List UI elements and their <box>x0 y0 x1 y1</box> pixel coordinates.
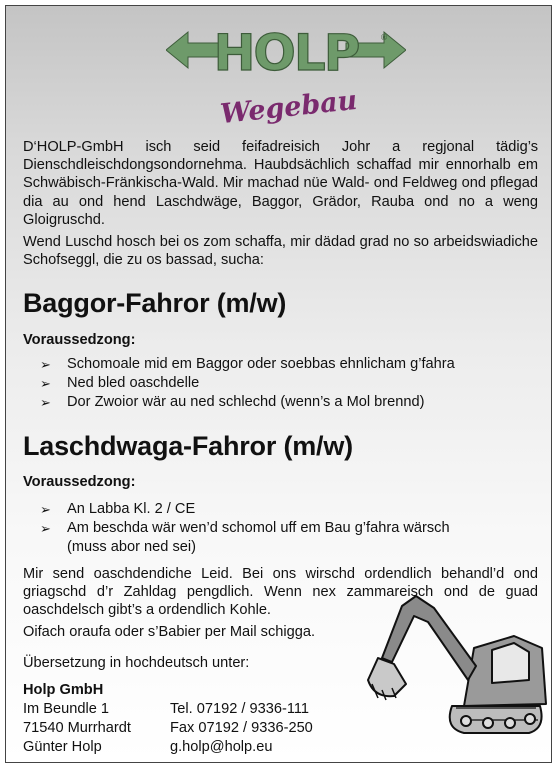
list-item <box>40 500 510 519</box>
street: Im Beundle 1 <box>23 701 109 717</box>
requirement-text: Am beschda wär wen’d schomol uff em Bau g’fahra wärsch (muss abor ned sei) <box>67 520 450 555</box>
job2-requirements-list <box>40 500 510 557</box>
arrowhead-bullet-icon: ➢ <box>40 395 51 410</box>
logo-registered-mark: ® <box>380 33 388 42</box>
list-item <box>40 355 520 374</box>
company-name: Holp GmbH <box>23 682 104 698</box>
bucket-icon <box>368 658 406 696</box>
intro-paragraph-2: Wend Luschd hosch bei os zom schaffa, mir dädad grad no so arbeidswiadiche Schofseggl, die zu os bassad, sucha: <box>23 234 538 269</box>
holp-wegebau-logo <box>166 20 406 130</box>
logo-sub: Wegebau <box>218 84 359 130</box>
intro-paragraph-1: D‘HOLP-GmbH isch seid feifadreisich Johr a regjonal tädig’s Dienschdleischdongsondornehma. Haubdsächlich schaffad mir ennorhalb em Schwäbisch-Fränkischa-Wald. Mir machad nüe Wald- ond Feldweg ond pflegad dia au ond hend Laschdwäge, Baggor, Grädor, Rauba ond no a weng Gloigruschd. <box>23 139 538 228</box>
closing-paragraph-2: Oifach oraufa oder s’Babier per Mail schigga. <box>23 623 316 640</box>
contact-person: Günter Holp <box>23 739 102 755</box>
job1-requirements-list <box>40 355 520 412</box>
contact-numbers <box>170 700 313 757</box>
requirement-text: Ned bled oaschdelle <box>67 375 200 391</box>
job2-title: Laschdwaga-Fahror (m/w) <box>23 431 353 461</box>
requirement-text: Schomoale mid em Baggor oder soebbas ehnlicham g’fahra <box>67 356 455 372</box>
job1-title: Baggor-Fahror (m/w) <box>23 288 287 318</box>
job1-requirements-label: Voraussedzong: <box>23 332 136 348</box>
arrowhead-bullet-icon: ➢ <box>40 357 51 372</box>
logo-brand: HOLP <box>213 24 359 82</box>
list-item <box>40 374 520 393</box>
phone: Tel. 07192 / 9336-111 <box>170 701 310 717</box>
intro-text <box>23 138 538 269</box>
arrowhead-bullet-icon: ➢ <box>40 502 51 517</box>
list-item <box>40 519 510 557</box>
fax: Fax 07192 / 9336-250 <box>170 720 313 736</box>
arrowhead-bullet-icon: ➢ <box>40 521 51 536</box>
requirement-text: An Labba Kl. 2 / CE <box>67 501 196 517</box>
list-item <box>40 393 520 412</box>
email-link[interactable]: g.holp@holp.eu <box>170 739 273 755</box>
requirement-text: Dor Zwoior wär au ned schlechd (wenn’s a Mol brennd) <box>67 394 425 410</box>
closing-paragraph-1: Mir send oaschdendiche Leid. Bei ons wirschd ordendlich behandl’d ond griagschd d’r Zahldag pengdlich. Wenn nex zammareisch ond de guad oaschdelsch gibt’s a ordendlich Kohle. <box>23 566 538 619</box>
city: 71540 Murrhardt <box>23 720 131 736</box>
arrowhead-bullet-icon: ➢ <box>40 376 51 391</box>
translation-note: Übersetzung in hochdeutsch unter: <box>23 655 250 671</box>
contact-address <box>23 681 131 757</box>
job2-requirements-label: Voraussedzong: <box>23 474 136 490</box>
excavator-illustration <box>364 588 552 738</box>
job-advertisement <box>5 5 552 763</box>
